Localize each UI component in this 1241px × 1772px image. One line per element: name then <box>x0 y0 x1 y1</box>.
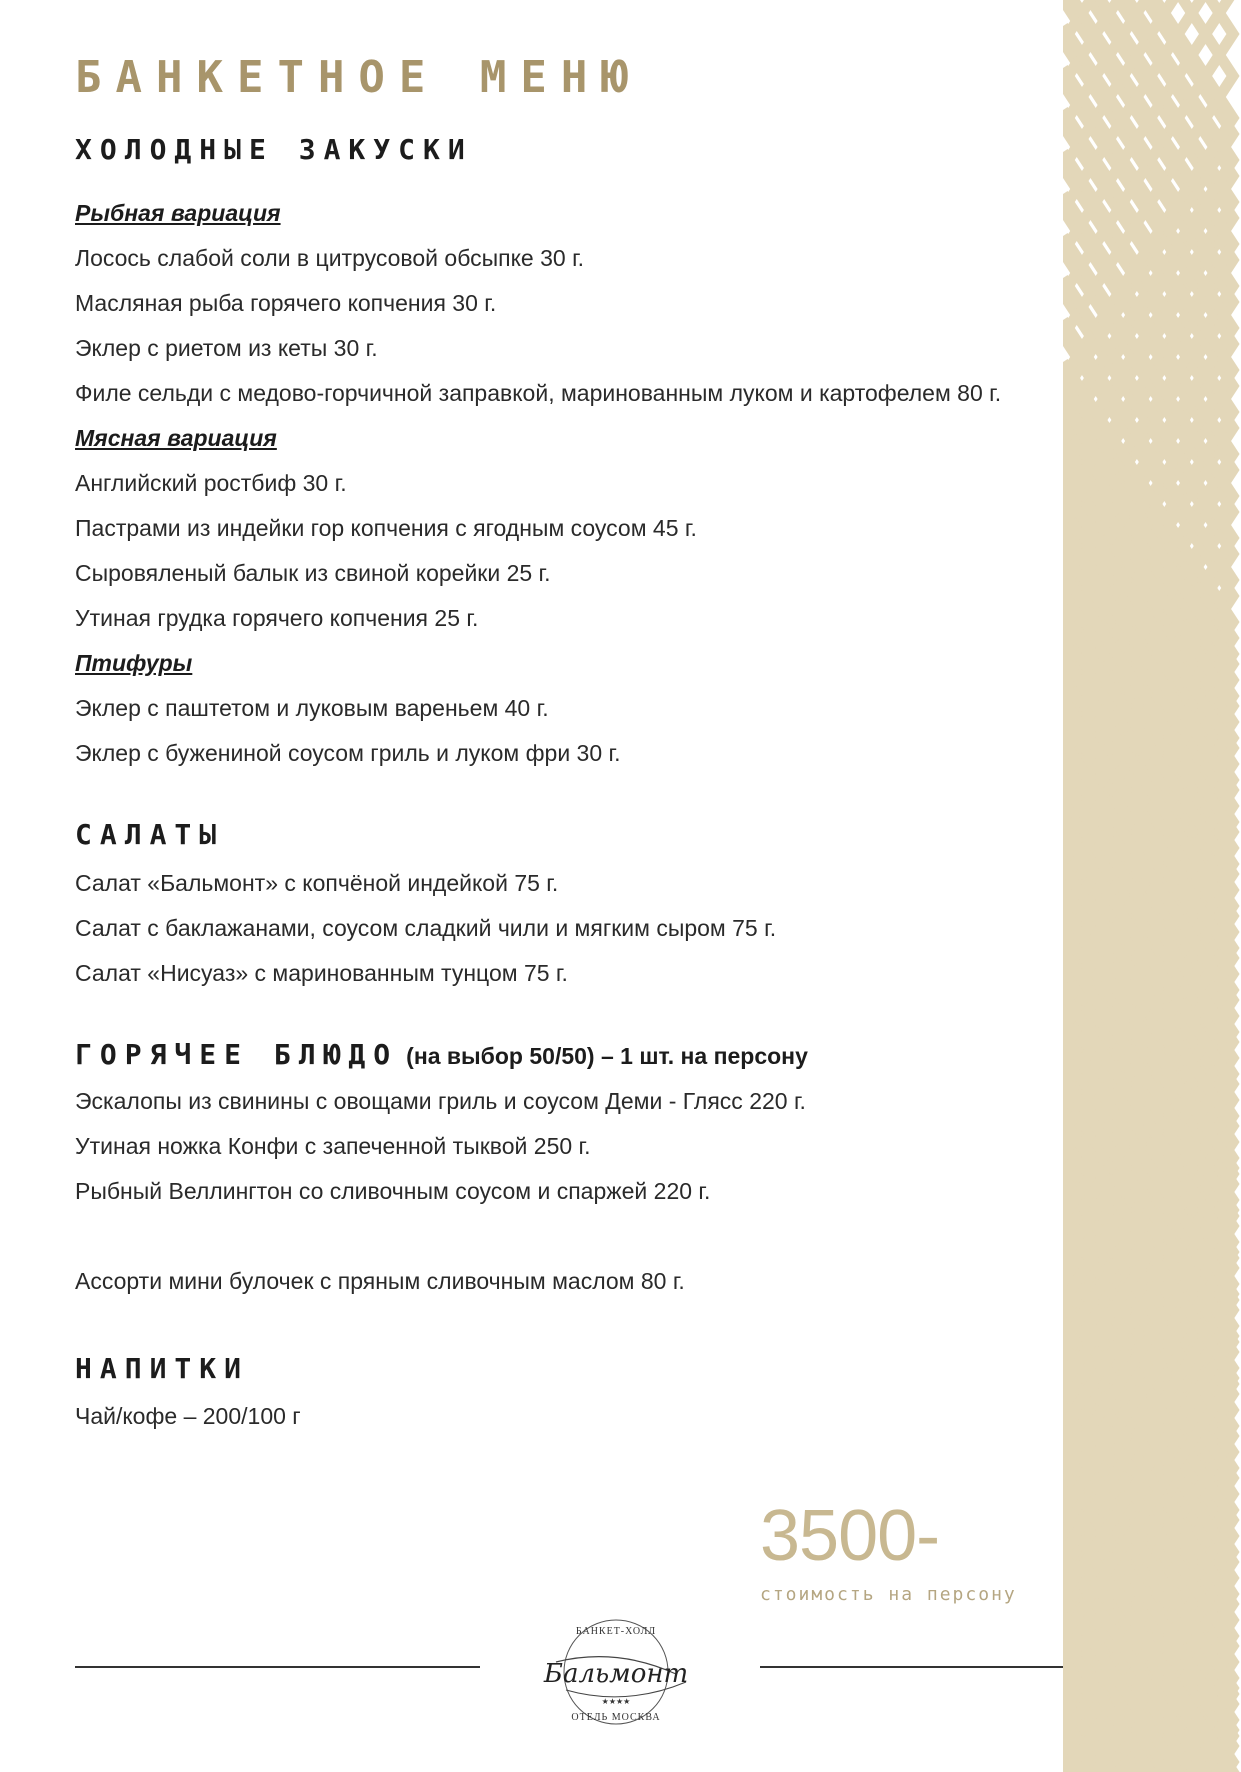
menu-item: Салат «Бальмонт» с копчёной индейкой 75 г. <box>75 870 559 896</box>
menu-item: Эклер с бужениной соусом гриль и луком фри 30 г. <box>75 740 621 766</box>
section-heading-hot <box>75 1038 808 1071</box>
divider-left <box>75 1666 480 1668</box>
subhead-meat: Мясная вариация <box>75 425 277 451</box>
menu-item: Рыбный Веллингтон со сливочным соусом и спаржей 220 г. <box>75 1178 711 1204</box>
page-title: БАНКЕТНОЕ МЕНЮ <box>75 52 642 103</box>
svg-text:Бальмонт: Бальмонт <box>543 1659 689 1689</box>
menu-item: Лосось слабой соли в цитрусовой обсыпке 30 г. <box>75 245 585 271</box>
section-heading-drinks: НАПИТКИ <box>75 1352 250 1385</box>
hot-heading-note: (на выбор 50/50) – 1 шт. на персону <box>406 1043 808 1069</box>
svg-text:ОТЕЛЬ МОСКВА: ОТЕЛЬ МОСКВА <box>571 1712 661 1723</box>
menu-item: Салат «Нисуаз» с маринованным тунцом 75 г. <box>75 960 568 986</box>
menu-item: Эклер с риетом из кеты 30 г. <box>75 335 378 361</box>
price-caption: стоимость на персону <box>760 1584 1017 1605</box>
menu-item: Сыровяленый балык из свиной корейки 25 г. <box>75 560 551 586</box>
hot-heading-text: ГОРЯЧЕЕ БЛЮДО <box>75 1038 399 1071</box>
menu-item: Эскалопы из свинины с овощами гриль и соусом Деми - Глясс 220 г. <box>75 1088 806 1114</box>
menu-item: Масляная рыба горячего копчения 30 г. <box>75 290 497 316</box>
menu-item: Пастрами из индейки гор копчения с ягодным соусом 45 г. <box>75 515 697 541</box>
balmont-logo <box>516 1612 716 1732</box>
menu-item: Утиная ножка Конфи с запеченной тыквой 250 г. <box>75 1133 591 1159</box>
menu-item: Утиная грудка горячего копчения 25 г. <box>75 605 479 631</box>
menu-item-bread: Ассорти мини булочек с пряным сливочным маслом 80 г. <box>75 1268 685 1294</box>
menu-item: Чай/кофе – 200/100 г <box>75 1403 301 1429</box>
subhead-petit: Птифуры <box>75 650 193 676</box>
subhead-fish: Рыбная вариация <box>75 200 281 226</box>
decorative-chevron-pattern <box>1063 0 1241 1772</box>
price-value: 3500- <box>760 1496 940 1576</box>
menu-item: Салат с баклажанами, соусом сладкий чили и мягким сыром 75 г. <box>75 915 777 941</box>
menu-item: Филе сельди с медово-горчичной заправкой, маринованным луком и картофелем 80 г. <box>75 380 1002 406</box>
menu-item: Английский ростбиф 30 г. <box>75 470 347 496</box>
svg-text:БАНКЕТ-ХОЛЛ: БАНКЕТ-ХОЛЛ <box>575 1626 657 1637</box>
svg-text:★★★★: ★★★★ <box>601 1697 631 1706</box>
section-heading-cold: ХОЛОДНЫЕ ЗАКУСКИ <box>75 133 473 166</box>
menu-item: Эклер с паштетом и луковым вареньем 40 г. <box>75 695 549 721</box>
section-heading-salads: САЛАТЫ <box>75 818 225 851</box>
